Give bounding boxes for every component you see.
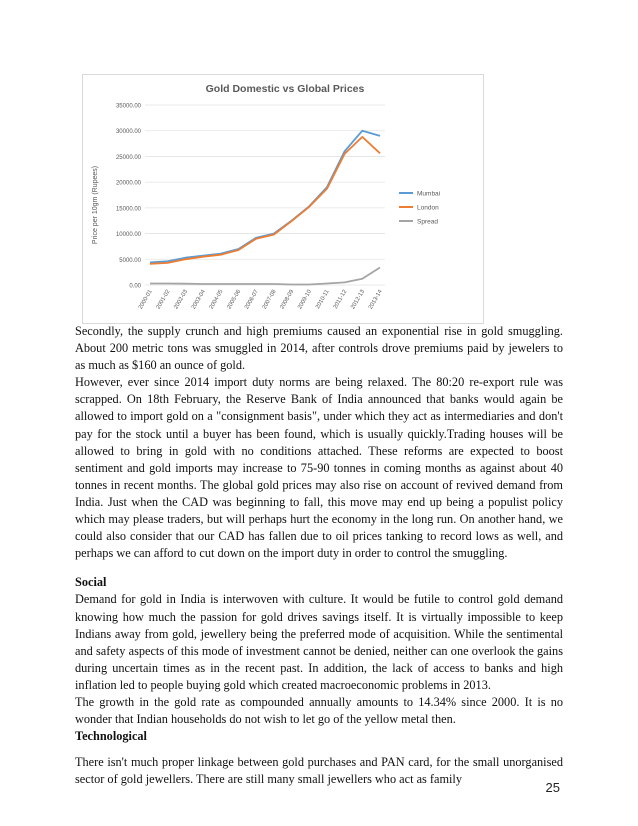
series-line-london: [150, 137, 380, 264]
x-tick-label: 2012-13: [350, 289, 367, 311]
paragraph-smuggling: Secondly, the supply crunch and high premiums caused an exponential rise in gold smuggling. About 200 metric tons was smuggled in 2014, after controls drove premiums paid by jewelers to as much as $160 an ounce of gold.: [75, 324, 563, 373]
y-tick-label: 35000.00: [115, 103, 141, 110]
heading-social: Social: [75, 575, 107, 590]
heading-technological: Technological: [75, 729, 147, 744]
series-line-mumbai: [150, 131, 380, 263]
x-tick-label: 2003-04: [190, 289, 207, 311]
legend-label: London: [417, 204, 439, 212]
series-line-spread: [150, 268, 380, 285]
y-tick-label: 25000.00: [115, 154, 141, 161]
y-axis-label: Price per 10gm (Rupees): [92, 165, 99, 245]
x-tick-label: 2004-05: [208, 289, 225, 311]
paragraph-technological-1: There isn't much proper linkage between gold purchases and PAN card, for the small unorganised sector of gold jewellers. There are still many small jewellers who act as family: [75, 755, 563, 787]
y-tick-label: 0.00: [129, 283, 141, 290]
x-tick-label: 2013-14: [367, 289, 384, 311]
y-tick-label: 5000.00: [119, 257, 141, 264]
paragraph-social-2: The growth in the gold rate as compounded annually amounts to 14.34% since 2000. It is no wonder that Indian households do not wish to let go of the yellow metal then.: [75, 694, 563, 727]
x-tick-label: 2005-06: [226, 289, 243, 311]
x-tick-label: 2011-12: [332, 289, 349, 311]
paragraph-import-duty: However, ever since 2014 import duty norms are being relaxed. The 80:20 re-export rule was scrapped. On 18th February, the Reserve Bank of India announced that banks would again be allowed to import gold on a "consignment basis", under which they act as intermediaries and don't pay for the stock until a buyer has been found, which is usually quickly.Trading houses will be allowed to bring in gold with no conditions attached. These reforms are expected to boost sentiment and gold imports may increase to 75-90 tonnes in coming months as against about 40 tonnes in recent months. The global gold prices may also rise on account of revived demand from India. Just when the CAD was beginning to fall, this move may end up being a populist policy which may please traders, but will perhaps hurt the economy in the long run. On another hand, we could also consider that our CAD has fallen due to oil prices tanking to record lows as well, and perhaps we can afford to cut down on the import duty in order to control the smuggling.: [75, 375, 563, 561]
x-tick-label: 2009-10: [297, 289, 313, 311]
x-tick-label: 2002-03: [173, 289, 190, 311]
y-tick-label: 20000.00: [115, 180, 141, 187]
legend-label: Spread: [417, 218, 438, 226]
x-tick-label: 2007-08: [261, 289, 278, 311]
body-text: [75, 323, 563, 788]
y-tick-label: 10000.00: [115, 232, 141, 239]
paragraph-social-1: Demand for gold in India is interwoven with culture. It would be futile to control gold demand knowing how much the passion for gold drives savings itself. It is virtually impossible to keep Indians away from gold, jewellery being the preferred mode of acquisition. While the sentimental and safety aspects of this mode of investment cannot be denied, neither can one overlook the gains during uncertain times as in the recent past. In addition, the lack of access to banks and high inflation led to people buying gold which created macroeconomic problems in 2013.: [75, 592, 563, 692]
page-number: 25: [545, 780, 560, 795]
gold-price-chart: [82, 74, 484, 324]
chart-svg: [83, 75, 483, 323]
legend-label: Mumbai: [417, 190, 441, 198]
x-tick-label: 2008-09: [279, 289, 296, 311]
x-tick-label: 2000-01: [137, 289, 154, 311]
x-tick-label: 2001-02: [155, 289, 172, 311]
y-tick-label: 15000.00: [115, 206, 141, 213]
x-tick-label: 2010-11: [315, 289, 331, 311]
x-tick-label: 2006-07: [244, 289, 260, 311]
y-tick-label: 30000.00: [115, 129, 141, 136]
chart-title: Gold Domestic vs Global Prices: [205, 83, 365, 95]
